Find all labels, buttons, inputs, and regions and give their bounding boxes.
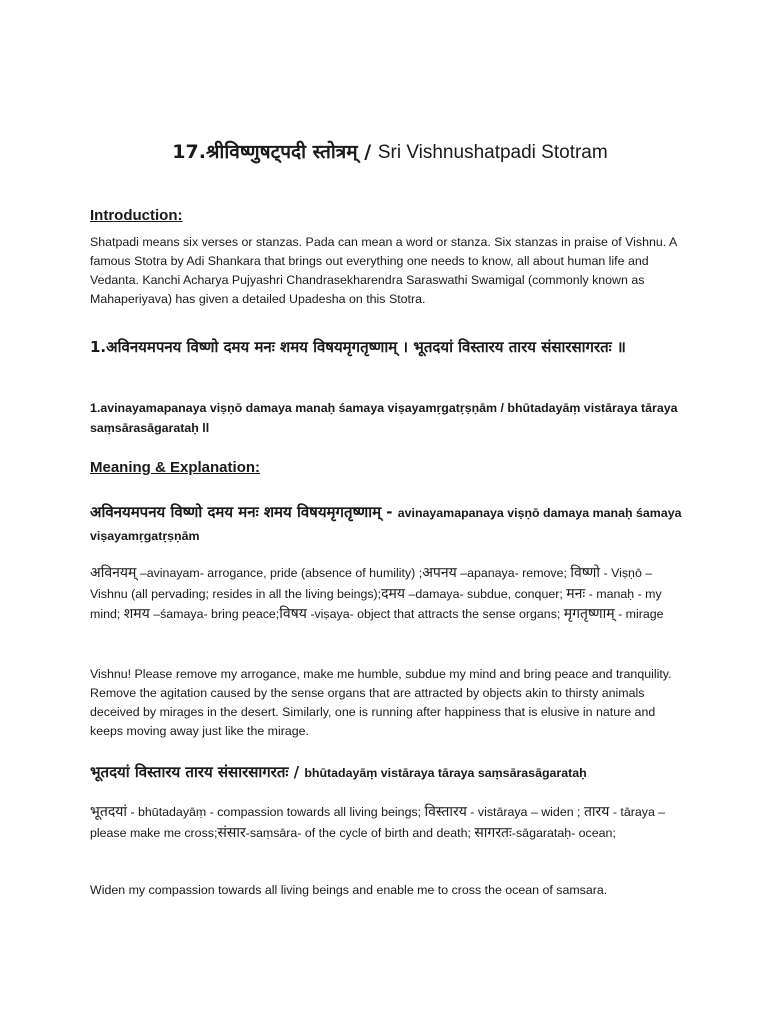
part2-gloss (90, 802, 680, 843)
gloss-meaning: -saṃsāra- of the cycle of birth and death; (245, 825, 475, 840)
gloss-term: तारय (583, 804, 610, 820)
gloss-term: भूतदयां (90, 804, 128, 820)
part1-devanagari: अविनयमपनय विष्णो दमय मनः शमय विषयमृगतृष्णाम् - (90, 503, 398, 521)
gloss-term: विष्णो (570, 565, 601, 581)
gloss-term: अपनय (422, 565, 457, 581)
gloss-term: शमय (123, 606, 150, 622)
gloss-term: संसार (217, 824, 246, 841)
gloss-meaning: - tāraya – please make me cross; (90, 805, 666, 840)
title-english: Sri Vishnushatpadi Stotram (377, 142, 608, 163)
introduction-heading: Introduction: (90, 207, 183, 224)
gloss-meaning: –śamaya- bring peace; (149, 607, 280, 621)
gloss-meaning: - Viṣṇō – Vishnu (all pervading; resides in all the living beings); (90, 566, 653, 601)
title-devanagari: 17.श्रीविष्णुषट्पदी स्तोत्रम् / (172, 141, 378, 163)
verse1-devanagari: 1.अविनयमपनय विष्णो दमय मनः शमय विषयमृगतृष्णाम् । भूतदयां विस्तारय तारय संसारसागरतः ॥ (90, 338, 626, 356)
part2-explanation: Widen my compassion towards all living beings and enable me to cross the ocean of samsara. (90, 883, 608, 897)
part1-verse-line (90, 501, 690, 547)
part1-gloss (90, 563, 680, 625)
part2-transliteration: bhūtadayāṃ vistāraya tāraya saṃsārasāgarataḥ (304, 766, 587, 780)
gloss-term: मृगतृष्णाम् (563, 606, 615, 622)
introduction-text: Shatpadi means six verses or stanzas. Pada can mean a word or stanza. Six stanzas in praise of Vishnu. A famous Stotra by Adi Shankara that brings out everything one needs to know, all about human life and Vedanta. Kanchi Acharya Pujyashri Chandrasekharendra Saraswathi Swamigal (commonly known as Mahaperiyava) has given a detailed Upadesha on this Stotra. (90, 235, 677, 306)
gloss-term: विस्तारय (424, 804, 467, 820)
meaning-heading: Meaning & Explanation: (90, 459, 261, 476)
gloss-meaning: - manaḥ - my mind; (90, 586, 662, 621)
gloss-meaning: -viṣaya- object that attracts the sense organs; (306, 607, 564, 621)
page-title (90, 138, 690, 164)
gloss-term: मनः (566, 585, 586, 602)
gloss-term: दमय (381, 585, 406, 602)
verse1-transliteration: 1.avinayamapanaya viṣṇō damaya manaḥ śamaya viṣayamṛgatṛṣṇām / bhūtadayāṃ vistāraya tāraya saṃsārasāgarataḥ ll (90, 401, 678, 435)
part2-devanagari: भूतदयां विस्तारय तारय संसारसागरतः / (90, 763, 305, 781)
gloss-meaning: –apanaya- remove; (456, 566, 571, 580)
gloss-meaning: –avinayam- arrogance, pride (absence of humility) ; (136, 566, 423, 580)
gloss-term: विषय (279, 606, 307, 622)
gloss-meaning: –damaya- subdue, conquer; (405, 586, 567, 601)
part1-transliteration: avinayamapanaya viṣṇō damaya manaḥ śamaya viṣayamṛgatṛṣṇām (90, 506, 682, 543)
gloss-meaning: -sāgarataḥ- ocean; (511, 825, 616, 840)
gloss-term: अविनयम् (90, 565, 137, 581)
gloss-meaning: - vistāraya – widen ; (466, 805, 584, 819)
gloss-meaning: - bhūtadayāṃ - compassion towards all living beings; (127, 805, 425, 819)
gloss-meaning: - mirage (614, 607, 664, 621)
part2-verse-line (90, 761, 690, 784)
part1-explanation: Vishnu! Please remove my arrogance, make me humble, subdue my mind and bring peace and tranquility. Remove the agitation caused by the sense organs that are attracted by objects akin to thirsty animals deceived by mirages in the desert. Similarly, one is running after happiness that is elusive in nature and keeps moving away just like the mirage. (90, 667, 672, 738)
gloss-term: सागरतः (474, 824, 512, 841)
